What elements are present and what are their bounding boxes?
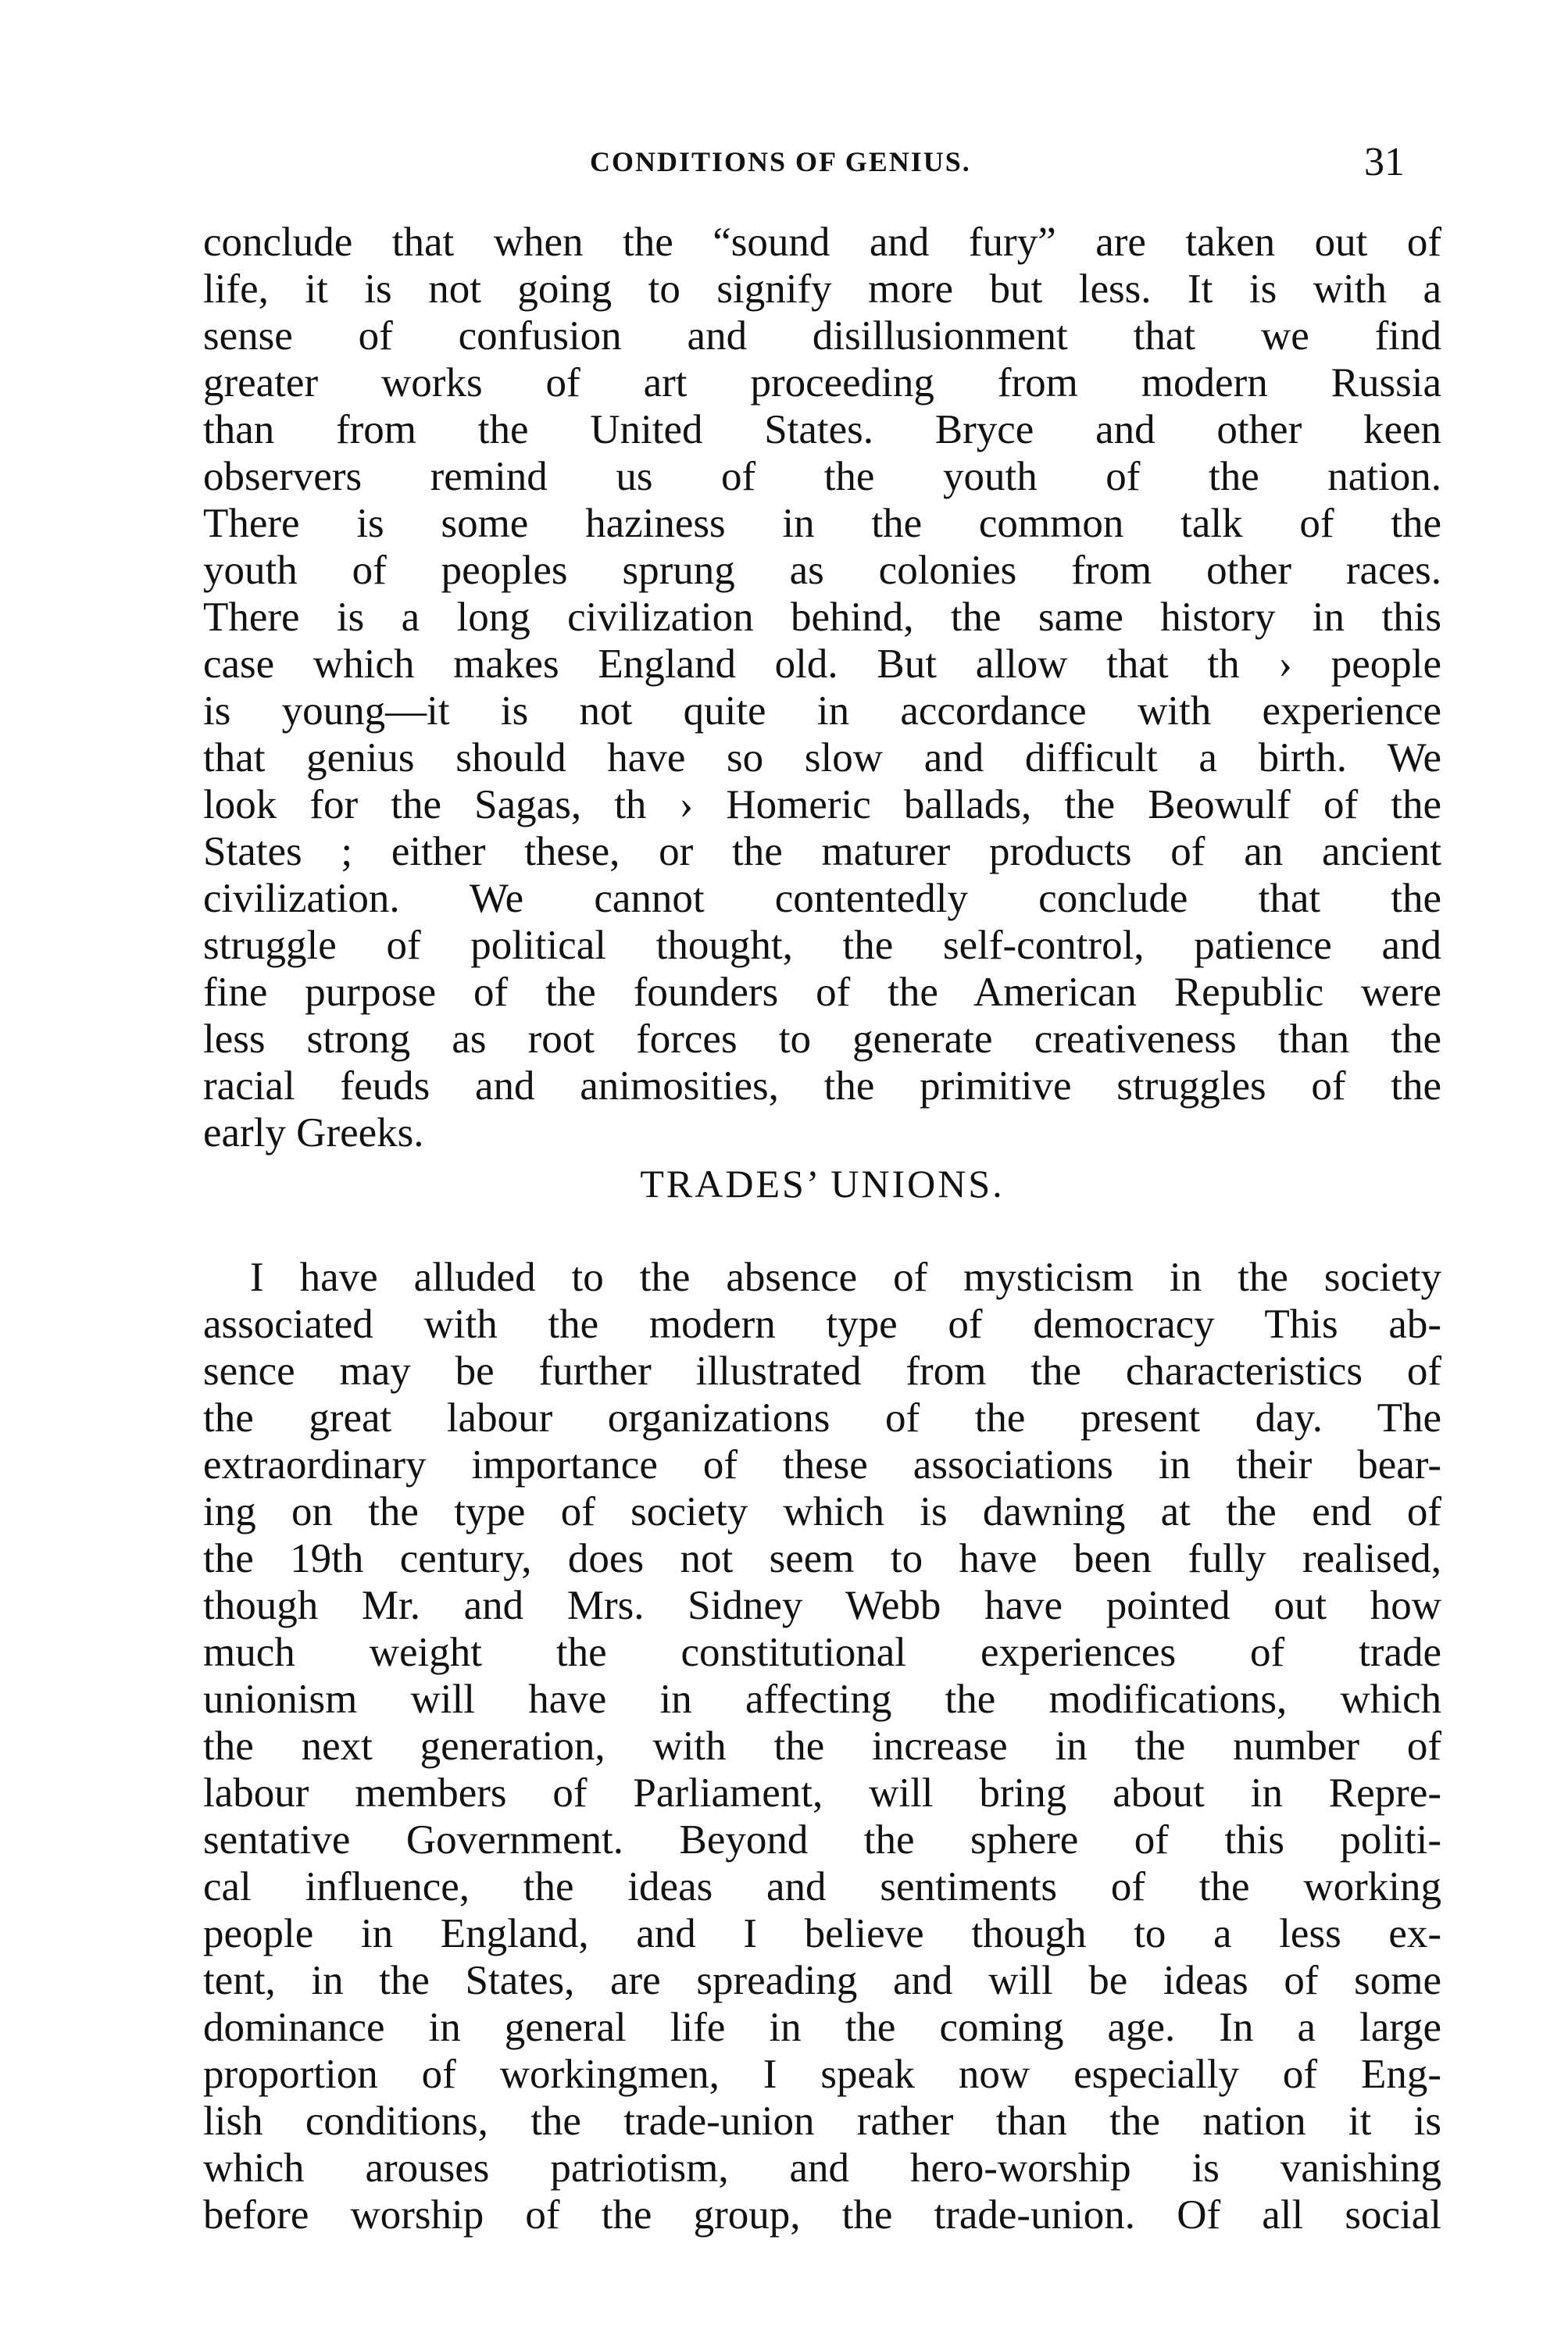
text-line: case which makes England old. But allow that th › people bbox=[203, 641, 1441, 687]
text-line: the great labour organizations of the present day. The bbox=[203, 1395, 1441, 1441]
text-line: much weight the constitutional experiences of trade bbox=[203, 1630, 1441, 1675]
text-line: tent, in the States, are spreading and will be ideas of some bbox=[203, 1958, 1441, 2003]
text-line: civilization. We cannot contentedly conclude that the bbox=[203, 876, 1441, 921]
text-line: unionism will have in affecting the modifications, which bbox=[203, 1677, 1441, 1722]
text-line: conclude that when the “sound and fury” are taken out of bbox=[203, 220, 1441, 265]
text-line: dominance in general life in the coming age. In a large bbox=[203, 2005, 1441, 2050]
text-line: struggle of political thought, the self-control, patience and bbox=[203, 923, 1441, 968]
text-line: extraordinary importance of these associations in their bear- bbox=[203, 1442, 1441, 1488]
text-line: There is a long civilization behind, the same history in this bbox=[203, 595, 1441, 640]
text-line: greater works of art proceeding from modern Russia bbox=[203, 360, 1441, 405]
text-line: is young—it is not quite in accordance with experience bbox=[203, 688, 1441, 734]
text-line: labour members of Parliament, will bring about in Repre- bbox=[203, 1770, 1441, 1816]
text-line: the 19th century, does not seem to have been fully realised, bbox=[203, 1536, 1441, 1581]
text-line: ing on the type of society which is dawning at the end of bbox=[203, 1489, 1441, 1534]
text-line: which arouses patriotism, and hero-worship is vanishing bbox=[203, 2145, 1441, 2191]
section-heading: TRADES’ UNIONS. bbox=[640, 1162, 1005, 1206]
text-line: cal influence, the ideas and sentiments of the working bbox=[203, 1864, 1441, 1909]
text-line: than from the United States. Bryce and other keen bbox=[203, 407, 1441, 452]
text-line: people in England, and I believe though to a less ex- bbox=[203, 1911, 1441, 1956]
paragraph-continued bbox=[203, 219, 1441, 1156]
text-line: though Mr. and Mrs. Sidney Webb have pointed out how bbox=[203, 1583, 1441, 1628]
text-line: less strong as root forces to generate creativeness than the bbox=[203, 1016, 1441, 1062]
running-head bbox=[195, 139, 1445, 194]
text-line: sentative Government. Beyond the sphere of this politi- bbox=[203, 1817, 1441, 1863]
text-line: before worship of the group, the trade-union. Of all social bbox=[203, 2192, 1441, 2238]
text-line: the next generation, with the increase in the number of bbox=[203, 1724, 1441, 1769]
text-line: States ; either these, or the maturer products of an ancient bbox=[203, 829, 1441, 874]
text-line: look for the Sagas, th › Homeric ballads, the Beowulf of the bbox=[203, 782, 1441, 827]
text-line: sence may be further illustrated from the characteristics of bbox=[203, 1349, 1441, 1394]
running-title: CONDITIONS OF GENIUS. bbox=[590, 146, 971, 177]
paragraph-trades-unions bbox=[203, 1254, 1441, 2238]
text-line: sense of confusion and disillusionment that we find bbox=[203, 313, 1441, 359]
text-line: racial feuds and animosities, the primitive struggles of the bbox=[203, 1063, 1441, 1109]
text-line: fine purpose of the founders of the American Republic were bbox=[203, 970, 1441, 1015]
text-line: lish conditions, the trade-union rather than the nation it is bbox=[203, 2099, 1441, 2144]
text-line: proportion of workingmen, I speak now especially of Eng- bbox=[203, 2052, 1441, 2097]
page-number: 31 bbox=[1364, 140, 1405, 184]
text-line: that genius should have so slow and difficult a birth. We bbox=[203, 735, 1441, 781]
text-line: There is some haziness in the common talk of the bbox=[203, 501, 1441, 546]
text-line: I have alluded to the absence of mysticism in the society bbox=[250, 1255, 1441, 1300]
text-line: associated with the modern type of democracy This ab- bbox=[203, 1302, 1441, 1347]
text-line: life, it is not going to signify more but less. It is with a bbox=[203, 266, 1441, 312]
text-line: early Greeks. bbox=[203, 1110, 424, 1156]
text-line: youth of peoples sprung as colonies from other races. bbox=[203, 548, 1441, 593]
text-line: observers remind us of the youth of the nation. bbox=[203, 454, 1441, 499]
